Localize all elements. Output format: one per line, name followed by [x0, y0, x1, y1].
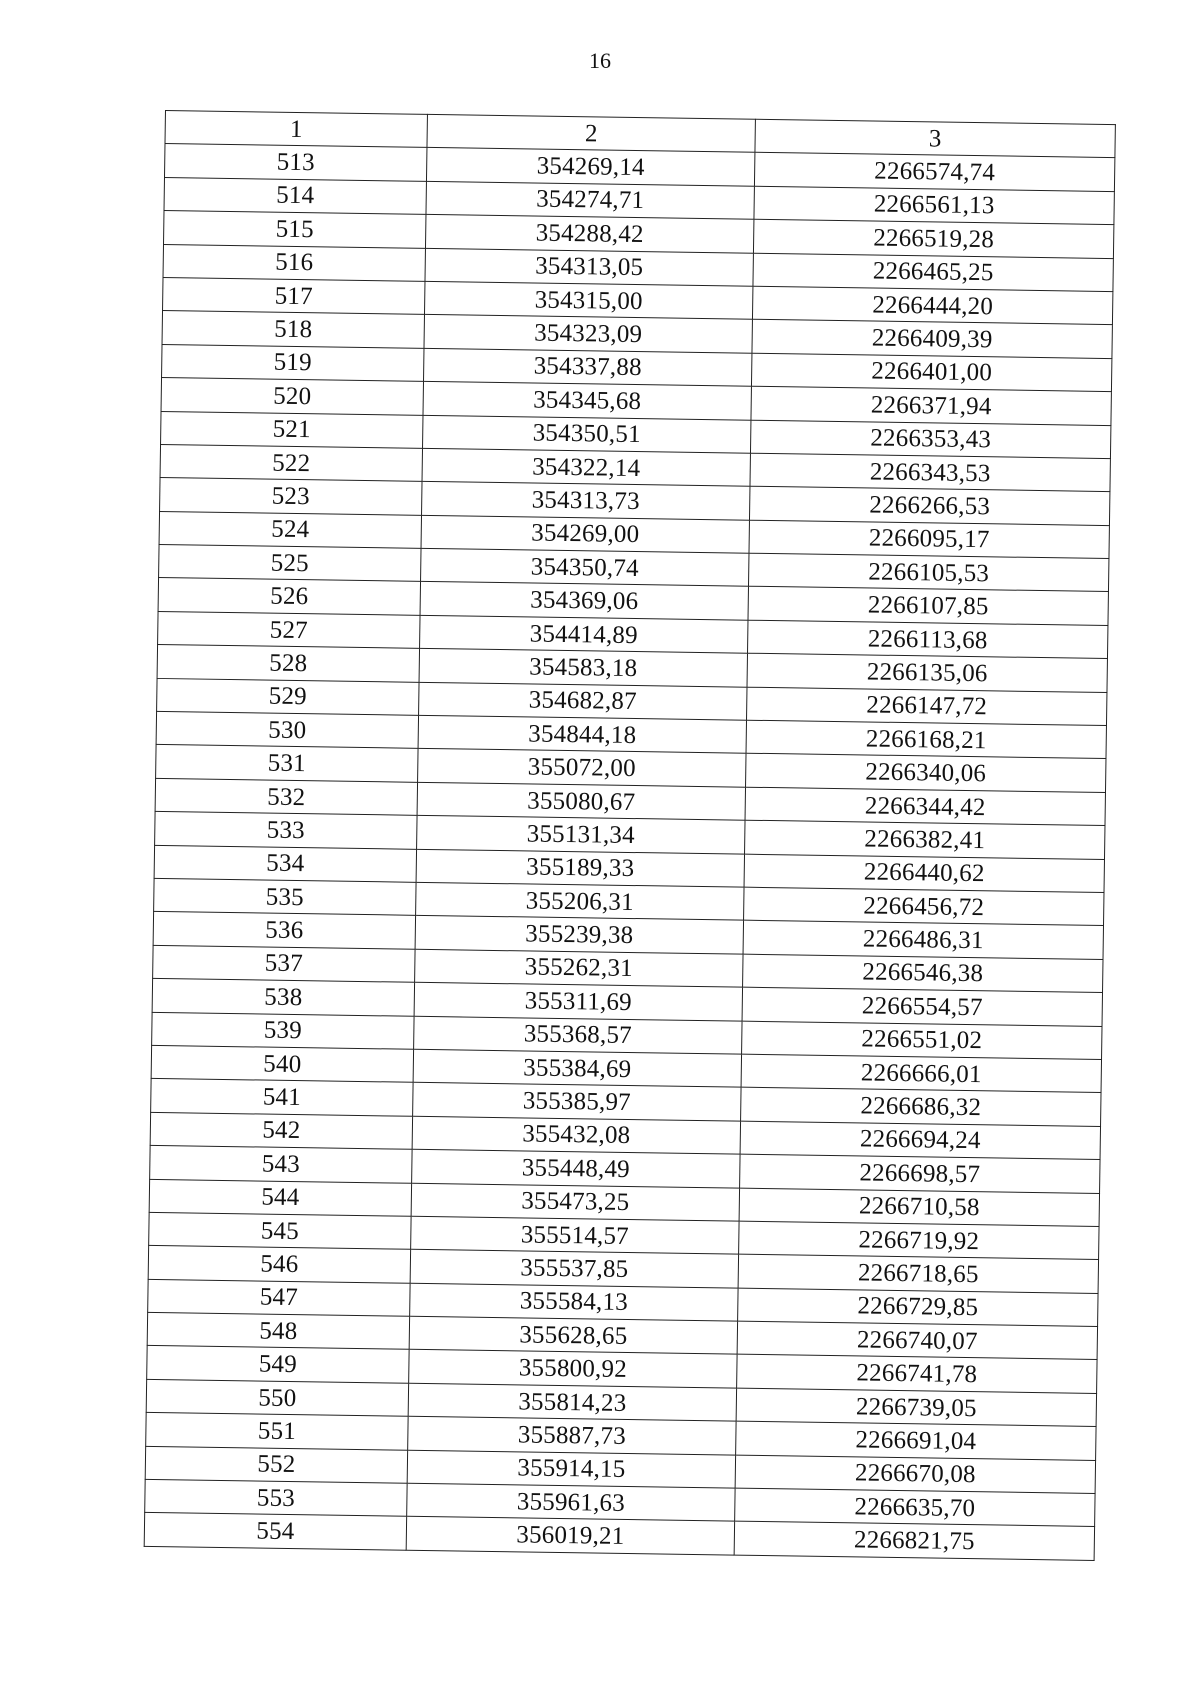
x-coordinate-cell: 355368,57 — [414, 1016, 742, 1054]
point-number-cell: 554 — [144, 1513, 406, 1550]
point-number-cell: 519 — [162, 344, 424, 381]
point-number-cell: 513 — [165, 144, 427, 181]
y-coordinate-cell: 2266666,01 — [741, 1054, 1101, 1093]
y-coordinate-cell: 2266371,94 — [751, 386, 1111, 425]
x-coordinate-cell: 355814,23 — [408, 1383, 736, 1421]
page-number: 16 — [589, 48, 611, 73]
y-coordinate-cell: 2266574,74 — [754, 153, 1114, 192]
x-coordinate-cell: 355131,34 — [417, 816, 745, 854]
point-number-cell: 516 — [163, 244, 425, 281]
point-number-cell: 543 — [150, 1146, 412, 1183]
x-coordinate-cell: 355914,15 — [407, 1450, 735, 1488]
point-number-cell: 524 — [159, 511, 421, 548]
y-coordinate-cell: 2266486,31 — [743, 921, 1103, 960]
x-coordinate-cell: 354844,18 — [418, 715, 746, 753]
point-number-cell: 546 — [148, 1246, 410, 1283]
x-coordinate-cell: 354322,14 — [422, 448, 750, 486]
x-coordinate-cell: 354315,00 — [424, 281, 752, 319]
x-coordinate-cell: 355887,73 — [408, 1416, 736, 1454]
x-coordinate-cell: 354350,51 — [423, 415, 751, 453]
y-coordinate-cell: 2266670,08 — [735, 1455, 1095, 1494]
x-coordinate-cell: 355080,67 — [417, 782, 745, 820]
y-coordinate-cell: 2266691,04 — [736, 1421, 1096, 1460]
point-number-cell: 529 — [157, 678, 419, 715]
point-number-cell: 553 — [145, 1479, 407, 1516]
x-coordinate-cell: 355311,69 — [414, 982, 742, 1020]
x-coordinate-cell: 354288,42 — [425, 215, 753, 253]
x-coordinate-cell: 355628,65 — [409, 1316, 737, 1354]
x-coordinate-cell: 354337,88 — [424, 348, 752, 386]
y-coordinate-cell: 2266821,75 — [734, 1522, 1094, 1561]
point-number-cell: 550 — [146, 1379, 408, 1416]
x-coordinate-cell: 354369,06 — [420, 582, 748, 620]
point-number-cell: 517 — [163, 277, 425, 314]
x-coordinate-cell: 354269,14 — [426, 148, 754, 186]
y-coordinate-cell: 2266710,58 — [739, 1188, 1099, 1227]
x-coordinate-cell: 354313,05 — [425, 248, 753, 286]
point-number-cell: 526 — [158, 578, 420, 615]
point-number-cell: 534 — [154, 845, 416, 882]
x-coordinate-cell: 354414,89 — [420, 615, 748, 653]
point-number-cell: 547 — [148, 1279, 410, 1316]
x-coordinate-cell: 355432,08 — [412, 1116, 740, 1154]
point-number-cell: 525 — [159, 545, 421, 582]
point-number-cell: 532 — [155, 778, 417, 815]
point-number-cell: 552 — [145, 1446, 407, 1483]
x-coordinate-cell: 354323,09 — [424, 315, 752, 353]
y-coordinate-cell: 2266456,72 — [744, 887, 1104, 926]
column-header-3: 3 — [755, 119, 1115, 158]
y-coordinate-cell: 2266340,06 — [746, 754, 1106, 793]
column-header-2: 2 — [427, 114, 755, 152]
coordinates-table — [144, 110, 1116, 1561]
x-coordinate-cell: 354269,00 — [421, 515, 749, 553]
x-coordinate-cell: 354350,74 — [421, 548, 749, 586]
x-coordinate-cell: 354583,18 — [419, 649, 747, 687]
x-coordinate-cell: 354345,68 — [423, 381, 751, 419]
y-coordinate-cell: 2266739,05 — [736, 1388, 1096, 1427]
y-coordinate-cell: 2266635,70 — [735, 1488, 1095, 1527]
point-number-cell: 523 — [160, 478, 422, 515]
y-coordinate-cell: 2266519,28 — [753, 219, 1113, 258]
x-coordinate-cell: 355800,92 — [409, 1350, 737, 1388]
point-number-cell: 548 — [147, 1312, 409, 1349]
y-coordinate-cell: 2266113,68 — [748, 620, 1108, 659]
y-coordinate-cell: 2266107,85 — [748, 587, 1108, 626]
point-number-cell: 521 — [161, 411, 423, 448]
point-number-cell: 539 — [152, 1012, 414, 1049]
y-coordinate-cell: 2266718,65 — [738, 1254, 1098, 1293]
y-coordinate-cell: 2266729,85 — [738, 1288, 1098, 1327]
y-coordinate-cell: 2266694,24 — [740, 1121, 1100, 1160]
x-coordinate-cell: 355385,97 — [413, 1083, 741, 1121]
y-coordinate-cell: 2266546,38 — [743, 954, 1103, 993]
y-coordinate-cell: 2266095,17 — [749, 520, 1109, 559]
point-number-cell: 520 — [161, 378, 423, 415]
x-coordinate-cell: 354274,71 — [426, 181, 754, 219]
y-coordinate-cell: 2266401,00 — [751, 353, 1111, 392]
y-coordinate-cell: 2266344,42 — [745, 787, 1105, 826]
point-number-cell: 522 — [160, 444, 422, 481]
x-coordinate-cell: 354682,87 — [419, 682, 747, 720]
y-coordinate-cell: 2266135,06 — [747, 653, 1107, 692]
point-number-cell: 551 — [146, 1413, 408, 1450]
point-number-cell: 531 — [156, 745, 418, 782]
y-coordinate-cell: 2266554,57 — [742, 987, 1102, 1026]
y-coordinate-cell: 2266551,02 — [742, 1021, 1102, 1060]
point-number-cell: 537 — [153, 945, 415, 982]
x-coordinate-cell: 356019,21 — [406, 1517, 734, 1555]
point-number-cell: 538 — [152, 979, 414, 1016]
point-number-cell: 514 — [164, 177, 426, 214]
y-coordinate-cell: 2266353,43 — [750, 420, 1110, 459]
y-coordinate-cell: 2266382,41 — [745, 820, 1105, 859]
y-coordinate-cell: 2266440,62 — [744, 854, 1104, 893]
point-number-cell: 549 — [147, 1346, 409, 1383]
x-coordinate-cell: 355514,57 — [411, 1216, 739, 1254]
y-coordinate-cell: 2266465,25 — [753, 253, 1113, 292]
point-number-cell: 530 — [156, 711, 418, 748]
y-coordinate-cell: 2266561,13 — [754, 186, 1114, 225]
y-coordinate-cell: 2266168,21 — [746, 720, 1106, 759]
x-coordinate-cell: 354313,73 — [422, 482, 750, 520]
x-coordinate-cell: 355584,13 — [410, 1283, 738, 1321]
point-number-cell: 527 — [158, 611, 420, 648]
y-coordinate-cell: 2266444,20 — [752, 286, 1112, 325]
y-coordinate-cell: 2266698,57 — [740, 1154, 1100, 1193]
point-number-cell: 542 — [150, 1112, 412, 1149]
y-coordinate-cell: 2266266,53 — [749, 487, 1109, 526]
point-number-cell: 540 — [151, 1045, 413, 1082]
point-number-cell: 545 — [149, 1212, 411, 1249]
y-coordinate-cell: 2266409,39 — [752, 320, 1112, 359]
point-number-cell: 544 — [149, 1179, 411, 1216]
y-coordinate-cell: 2266741,78 — [737, 1355, 1097, 1394]
column-header-1: 1 — [165, 111, 427, 148]
y-coordinate-cell: 2266686,32 — [741, 1087, 1101, 1126]
x-coordinate-cell: 355206,31 — [416, 882, 744, 920]
x-coordinate-cell: 355262,31 — [415, 949, 743, 987]
point-number-cell: 528 — [157, 645, 419, 682]
y-coordinate-cell: 2266105,53 — [748, 553, 1108, 592]
y-coordinate-cell: 2266343,53 — [750, 453, 1110, 492]
y-coordinate-cell: 2266147,72 — [747, 687, 1107, 726]
point-number-cell: 533 — [155, 812, 417, 849]
x-coordinate-cell: 355189,33 — [416, 849, 744, 887]
point-number-cell: 515 — [164, 211, 426, 248]
x-coordinate-cell: 355072,00 — [418, 749, 746, 787]
x-coordinate-cell: 355384,69 — [413, 1049, 741, 1087]
point-number-cell: 541 — [151, 1079, 413, 1116]
y-coordinate-cell: 2266740,07 — [737, 1321, 1097, 1360]
x-coordinate-cell: 355448,49 — [412, 1149, 740, 1187]
x-coordinate-cell: 355961,63 — [407, 1483, 735, 1521]
point-number-cell: 536 — [153, 912, 415, 949]
point-number-cell: 518 — [162, 311, 424, 348]
x-coordinate-cell: 355239,38 — [415, 916, 743, 954]
point-number-cell: 535 — [154, 878, 416, 915]
table-body — [144, 144, 1115, 1560]
x-coordinate-cell: 355537,85 — [410, 1250, 738, 1288]
x-coordinate-cell: 355473,25 — [411, 1183, 739, 1221]
y-coordinate-cell: 2266719,92 — [739, 1221, 1099, 1260]
